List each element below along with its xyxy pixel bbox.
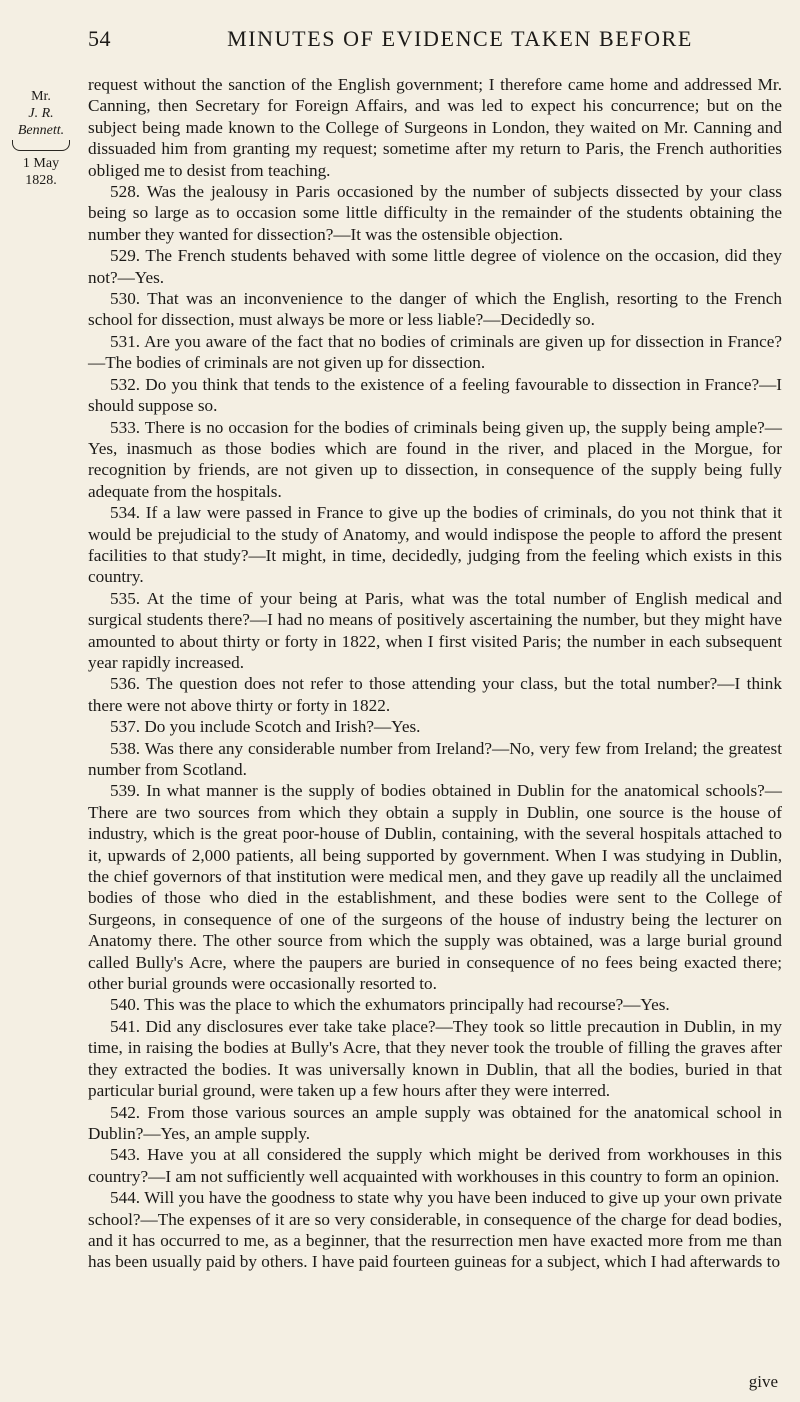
question-539: 539. In what manner is the supply of bodies obtained in Dublin for the anatomical schools?—There are two sources from which they obtain a supply in Dublin, one source is the house of industry, which is the great poor-house of Dublin, containing, with the several hospitals attached to it, upwards of 2,000 patients, all being supported by government. When I was studying in Dublin, the chief governors of that institution were medical men, and they gave up readily all the unclaimed bodies of those who died in the establishment, and these bodies were sent to the College of Surgeons, in consequence of one of the surgeons of the house of industry being the lecturer on Anatomy there. The other source from which the supply was obtained, was a large burial ground called Bully's Acre, where the paupers are buried in consequence of no fees being exacted there; other burial grounds were occasionally resorted to.: [88, 781, 782, 994]
margin-date-year: 1828.: [25, 173, 57, 188]
question-543: 543. Have you at all considered the supply which might be derived from workhouses in this country?—I am not sufficiently well acquainted with workhouses in this country to form an opinion.: [88, 1145, 782, 1186]
question-540: 540. This was the place to which the exhumators principally had recourse?—Yes.: [110, 995, 670, 1015]
question-533: 533. There is no occasion for the bodies of criminals being given up, the supply being ample?—Yes, inasmuch as those bodies which are found in the river, and placed in the Morgue, for recognition by friends, are not given up to dissection, in consequence of the supply being fully adequate from the hospitals.: [88, 417, 782, 501]
question-532: 532. Do you think that tends to the existence of a feeling favourable to dissection in France?—I should suppose so.: [88, 374, 782, 416]
question-528: 528. Was the jealousy in Paris occasioned by the number of subjects dissected by your class being so large as to occasion some little difficulty in the remainder of the students obtaining the number they wanted for dissection?—It was the ostensible objection.: [88, 182, 782, 244]
margin-note: [10, 88, 72, 189]
question-535: 535. At the time of your being at Paris, what was the total number of English medical and surgical students there?—I had no means of positively ascertaining the number, but they might have amounted to about thirty or forty in 1822, when I first visited Paris; the number in each subsequent year rapidly increased.: [88, 588, 782, 672]
question-537: 537. Do you include Scotch and Irish?—Yes.: [110, 717, 421, 737]
question-531: 531. Are you aware of the fact that no bodies of criminals are given up for dissection in France?—The bodies of criminals are not given up for dissection.: [88, 331, 782, 373]
question-542: 542. From those various sources an ample supply was obtained for the anatomical school in Dublin?—Yes, an ample supply.: [88, 1102, 782, 1143]
witness-name: J. R. Bennett.: [17, 106, 65, 138]
running-head: MINUTES OF EVIDENCE TAKEN BEFORE: [227, 26, 693, 51]
witness-title: Mr.: [31, 89, 51, 104]
question-534: 534. If a law were passed in France to give up the bodies of criminals, do you not think that it would be prejudicial to the study of Anatomy, and would indispose the people to afford the present facilities to that study?—It might, in time, decidedly, judging from the feeling which exists in this country.: [88, 503, 782, 587]
question-544: 544. Will you have the goodness to state why you have been induced to give up your own private school?—The expenses of it are so very considerable, in consequence of the charge for dead bodies, and it has occurred to me, as a beginner, that the resurrection men have exacted more from me than has been usually paid by others. I have paid fourteen guineas for a subject, which I had afterwards to: [88, 1188, 782, 1272]
margin-date-day: 1 May: [22, 156, 60, 171]
question-538: 538. Was there any considerable number from Ireland?—No, very few from Ireland; the greatest number from Scotland.: [88, 738, 782, 779]
question-530: 530. That was an inconvenience to the danger of which the English, resorting to the French school for dissection, must always be more or less liable?—Decidedly so.: [88, 289, 782, 330]
question-541: 541. Did any disclosures ever take take place?—They took so little precaution in Dublin, in my time, in raising the bodies at Bully's Acre, that they never took the trouble of filling the graves after they extracted the bodies. It was universally known in Dublin, that all the bodies, buried in that particular burial ground, were taken up a few hours after they were interred.: [88, 1016, 782, 1101]
catchword: give: [748, 1372, 778, 1391]
continued-paragraph: request without the sanction of the English government; I therefore came home and addressed Mr. Canning, then Secretary for Foreign Affairs, and was led to expect his concurrence; but on the subject being made known to the College of Surgeons in London, they waited on Mr. Canning and dissuaded him from granting my request; sometime after my return to Paris, the French authorities obliged me to desist from teaching.: [88, 75, 782, 180]
question-529: 529. The French students behaved with some little degree of violence on the occasion, did they not?—Yes.: [88, 246, 782, 287]
question-536: 536. The question does not refer to those attending your class, but the total number?—I think there were not above thirty or forty in 1822.: [88, 674, 782, 715]
body-text: [88, 74, 782, 1273]
page-number: 54: [88, 26, 111, 51]
brace-mark: [12, 140, 70, 151]
